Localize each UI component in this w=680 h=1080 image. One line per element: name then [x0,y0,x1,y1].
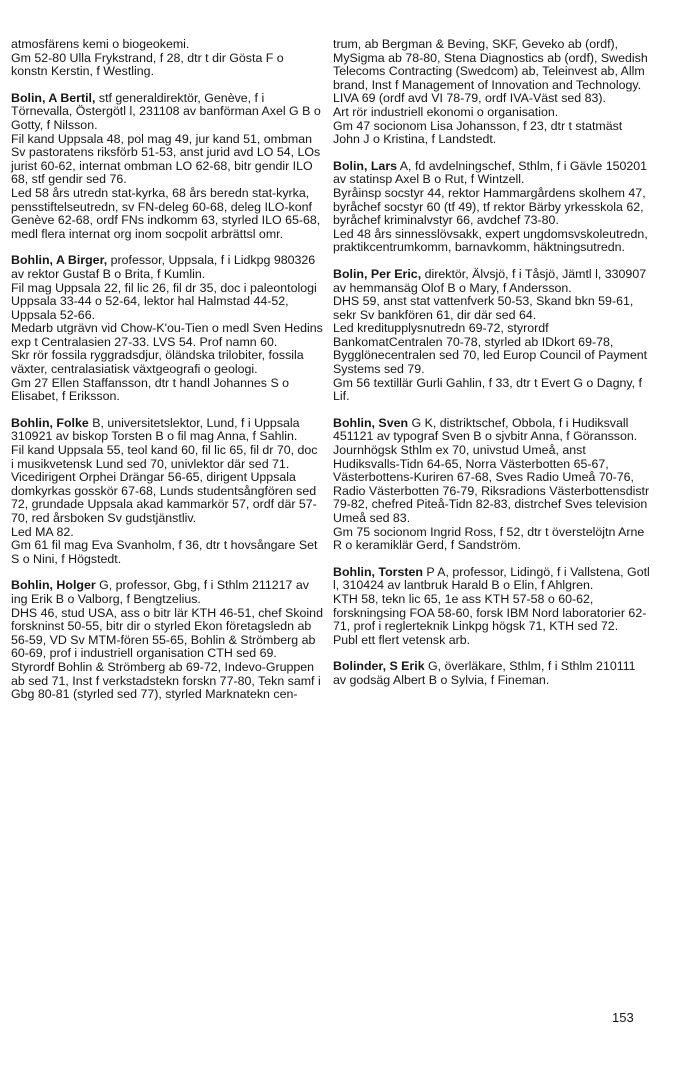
entry-bohlin-holger [11,579,323,701]
entry-text: atmosfärens kemi o biogeokemi. [11,37,190,51]
entry-name: Bolin, Per Eric, [333,266,422,281]
entry-text: Fil kand Uppsala 48, pol mag 49, jur kand 51, ombman Sv pastoratens riksförb 51-53, anst jurid avd LO 54, LOs jurist 60-62, internat ombman LO 62-68, bitr gendir ILO 68, stf gendir sed 76. [11,131,321,187]
entry-intro: P A, professor, Lidingö, f i Vallstena, Gotl l, 310424 av lantbruk Harald B o Elin, f Ahlgren. [333,564,650,593]
entry-text: Led kreditupplysnutredn 69-72, styrordf BankomatCentralen 70-78, styrled ab IDkort 69-78, Bygglönecentralen sed 70, led Europ Council of Payment Systems sed 79. [333,321,648,377]
entry-text: DHS 59, anst stat vattenfverk 50-53, Skand bkn 59-61, sekr Sv bankfören 61, dir där sed 64. [333,294,634,322]
entry-continued [11,38,323,79]
entry-text: Gm 61 fil mag Eva Svanholm, f 36, dtr t hovsångare Set S o Nini, f Högstedt. [11,538,318,566]
entry-name: Bohlin, Holger [11,578,96,593]
page-number: 153 [612,1010,634,1025]
entry-intro: G K, distriktschef, Obbola, f i Hudiksvall 451121 av typograf Sven B o sjvbitr Anna, f Göransson. [333,415,638,444]
entry-bohlin-sven [333,417,651,553]
entry-bolin-per-eric [333,268,651,404]
entry-bolin-lars [333,160,651,255]
entry-text [333,160,651,187]
entry-text: LIVA 69 (ordf avd VI 78-79, ordf IVA-Väst sed 83). [333,91,606,106]
entry-text: Led MA 82. [11,524,74,539]
entry-bohlin-birger [11,254,323,404]
entry-name: Bohlin, A Birger, [11,253,108,268]
entry-text: Medarb utgrävn vid Chow-K'ou-Tien o medl Sven Hedins exp t Centralasien 27-33. LVS 54. Prof namn 60. [11,321,323,349]
entry-name: Bohlin, Folke [11,415,89,430]
entry-bolin-bertil [11,92,323,242]
entry-text [333,566,651,593]
entry-intro: B, universitetslektor, Lund, f i Uppsala 310921 av biskop Torsten B o fil mag Anna, f Sahlin. [11,415,300,444]
entry-text: Fil kand Uppsala 55, teol kand 60, fil lic 65, fil dr 70, doc i musikvetensk Lund sed 70, univlektor där sed 71. [11,443,318,471]
entry-text [333,660,651,687]
entry-text: Styrordf Bohlin & Strömberg ab 69-72, Indevo-Gruppen ab sed 71, Inst f verkstadstekn forskn 77-80, Tekn samf i Gbg 80-81 (styrled sed 77), styrled Marknatekn cen- [11,659,321,702]
entry-name: Bohlin, Torsten [333,564,423,579]
entry-text: Gm 47 socionom Lisa Johansson, f 23, dtr t statmäst John J o Kristina, f Landstedt. [333,118,623,147]
right-column [333,38,651,701]
entry-intro: A, fd avdelningschef, Sthlm, f i Gävle 150201 av statinsp Axel B o Rut, f Wintzell. [333,158,648,187]
entry-text: Skr rör fossila ryggradsdjur, öländska trilobiter, fossila växter, centralasiatisk växtgeografi o geologi. [11,348,304,377]
entry-text [11,254,323,281]
entry-text: DHS 46, stud USA, ass o bitr lär KTH 46-51, chef Skoind forskninst 50-55, bitr dir o styrled Ekon företagsledn ab 56-59, VD Sv MTM-fören 55-65, Bohlin & Strömberg ab 60-69, prof i industriell organisation CTH sed 69. [11,605,323,661]
entry-text: Fil mag Uppsala 22, fil lic 26, fil dr 35, doc i paleontologi Uppsala 33-44 o 52-64, lektor hal Halmstad 44-52, Uppsala 52-66. [11,280,317,322]
entry-text [333,417,651,444]
entry-bolinder-erik [333,660,651,687]
entry-text: trum, ab Bergman & Beving, SKF, Geveko ab (ordf), MySigma ab 78-80, Stena Diagnostics ab (ordf), Swedish Telecoms Contracting (Swedcom) ab, Teleinvest ab, Allm brand, Inst f Management of Innovation and Technology. [333,37,648,92]
entry-intro: G, professor, Gbg, f i Sthlm 211217 av ing Erik B o Valborg, f Bengtzelius. [11,578,309,606]
entry-name: Bohlin, Sven [333,415,409,430]
entry-text: Led 48 års sinnesslövsakk, expert ungdomsvskoleutredn, praktikcentrumkomm, barnavkomm, häktningsutredn. [333,226,648,255]
entry-text [11,92,323,133]
entry-text: Byråinsp socstyr 44, rektor Hammargårdens skolhem 47, byråchef socstyr 60 (tf 49), tf rektor Bärby yrkesskola 62, byråchef kriminalvstyr 66, avdchef 73-80. [333,185,646,228]
entry-text [11,579,323,606]
entry-bohlin-torsten [333,566,651,648]
entry-continued [333,38,651,147]
entry-name: Bolin, Lars [333,158,398,173]
entry-intro: stf generaldirektör, Genève, f i Törnevalla, Östergötl l, 231108 av banförman Axel G B o Gotty, f Nilsson. [11,90,321,132]
entry-text: Gm 52-80 Ulla Frykstrand, f 28, dtr t dir Gösta F o konstn Kerstin, f Westling. [11,50,284,79]
entry-name: Bolinder, S Erik [333,659,425,674]
entry-text [11,417,323,444]
entry-text: KTH 58, tekn lic 65, 1e ass KTH 57-58 o 60-62, forskningsing FOA 58-60, forsk IBM Nord laboratorier 62-71, prof i reglerteknik Linkpg högsk 71, KTH sed 72. [333,591,647,634]
entry-name: Bolin, A Bertil, [11,90,96,105]
entry-text: Gm 56 textillär Gurli Gahlin, f 33, dtr t Evert G o Dagny, f Lif. [333,375,642,404]
entry-text: Publ ett flert vetensk arb. [333,632,471,647]
entry-intro: direktör, Älvsjö, f i Tåsjö, Jämtl l, 330907 av hemmansäg Olof B o Mary, f Andersson. [333,266,647,295]
entry-text: Led 58 års utredn stat-kyrka, 68 års beredn stat-kyrka, pensstiftelseutredn, sv FN-deleg 60-68, deleg ILO-konf Genève 62-68, ordf FNs indkomm 63, styrled ILO 65-68, medl flera internat org inom socpolit arbrättsl omr. [11,185,321,241]
entry-text: Art rör industriell ekonomi o organisation. [333,104,559,119]
entry-text: Vicedirigent Orphei Drängar 56-65, dirigent Uppsala domkyrkas gosskör 67-68, Lunds studentsångfören sed 72, grundade Uppsala akad kammarkör 57, ordf där 57-70, red årsboken Sv gudstjänstliv. [11,470,317,525]
entry-text: Gm 27 Ellen Staffansson, dtr t handl Johannes S o Elisabet, f Eriksson. [11,375,290,404]
entry-intro: G, överläkare, Sthlm, f i Sthlm 210111 av godsäg Albert B o Sylvia, f Fineman. [333,659,636,687]
entry-bohlin-folke [11,417,323,567]
entry-text [333,268,651,295]
entry-text: Journhögsk Sthlm ex 70, univstud Umeå, anst Hudiksvalls-Tidn 64-65, Norra Västerbotten 65-67, Västerbottens-Kuriren 67-68, Sves Radio Umeå 70-76, Radio Västerbotten 76-79, Riksradions Västerbottensdistr 79-82, chefred Piteå-Tidn 82-83, distrchef Sves television Umeå sed 83. [333,443,650,525]
left-column [11,38,323,715]
entry-intro: professor, Uppsala, f i Lidkpg 980326 av rektor Gustaf B o Brita, f Kumlin. [11,253,316,281]
entry-text: Gm 75 socionom Ingrid Ross, f 52, dtr t överstelöjtn Arne R o keramiklär Gerd, f Sandström. [333,524,645,553]
